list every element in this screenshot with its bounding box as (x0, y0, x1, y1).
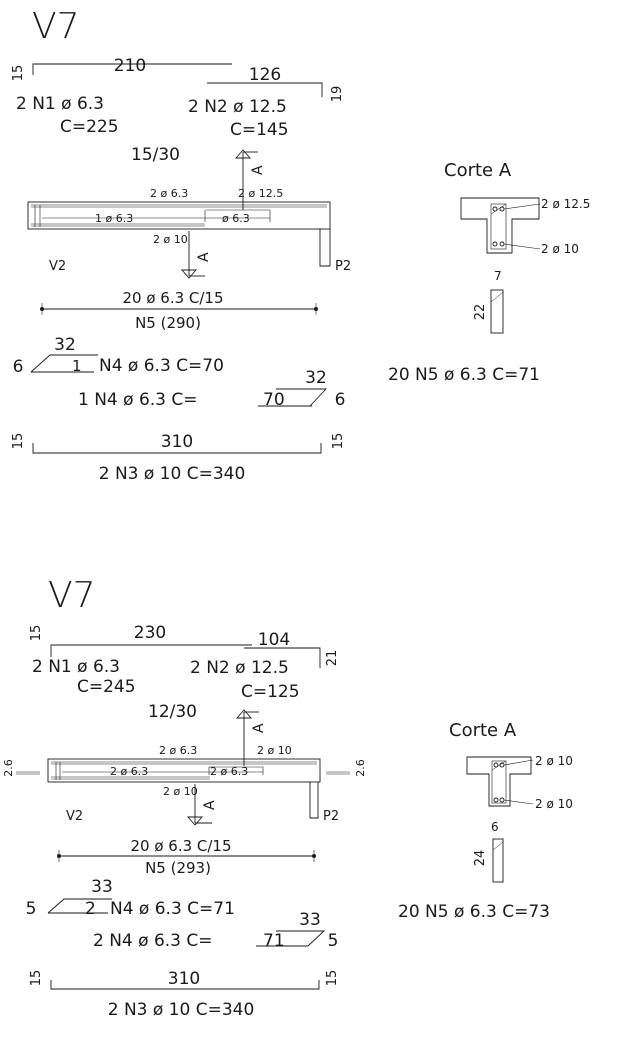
n2-hook-length: 21 (325, 649, 340, 667)
n3-hook-right: 15 (325, 969, 340, 987)
n4b-c-value: 70 (263, 390, 285, 410)
cross-section (398, 720, 573, 922)
n2-bar-line (207, 83, 322, 97)
n1-hook-length: 15 (29, 624, 44, 642)
n3-bar-diagram (29, 969, 340, 1020)
n4a-label: N4 ø 6.3 C=71 (110, 899, 235, 919)
n4b-length: 33 (299, 910, 321, 930)
stirrup-height: 24 (473, 849, 488, 867)
n4a-hook: 6 (12, 357, 24, 377)
support-left: V2 (66, 809, 84, 824)
n2-total-length: C=125 (241, 682, 300, 702)
n2-length: 126 (248, 65, 282, 85)
n3-label: 2 N3 ø 10 C=340 (98, 464, 246, 484)
n4b-label: 1 N4 ø 6.3 C= (78, 390, 198, 410)
n1-label: 2 N1 ø 6.3 (16, 94, 104, 114)
stirrup-spacing: 20 ø 6.3 C/15 (130, 837, 232, 855)
n4a-count: 1 (72, 357, 82, 375)
n4b-length: 32 (305, 368, 327, 388)
support-right: P2 (323, 809, 340, 824)
n4b-label: 2 N4 ø 6.3 C= (93, 931, 213, 951)
cut-marker-top (236, 150, 266, 210)
side-cover-right: 2.6 (354, 759, 367, 777)
cut-marker-top (237, 710, 267, 766)
n3-hook-left: 15 (29, 969, 44, 987)
beam-title: V7 (48, 575, 96, 616)
section-size: 12/30 (148, 702, 197, 722)
beam-title: V7 (32, 6, 80, 47)
n1-label: 2 N1 ø 6.3 (32, 657, 120, 677)
n2-label: 2 N2 ø 12.5 (190, 658, 289, 678)
cut-label: A (251, 723, 267, 733)
section-size: 15/30 (131, 145, 180, 165)
section-title: Corte A (449, 720, 517, 741)
top-bars-left: 2 ø 6.3 (159, 744, 198, 757)
cut-label-bottom: A (196, 252, 212, 262)
n1-total-length: C=225 (60, 117, 119, 137)
stirrup-distribution (40, 289, 318, 332)
n4a-count: 2 (85, 899, 96, 919)
stirrup-label: 20 N5 ø 6.3 C=71 (388, 365, 540, 385)
section-bottom-bars: 2 ø 10 (541, 242, 579, 256)
section-top-bars: 2 ø 10 (535, 754, 573, 768)
stirrup-label: 20 N5 ø 6.3 C=73 (398, 902, 550, 922)
cut-label-bottom: A (202, 800, 218, 810)
bottom-bars: 2 ø 10 (163, 785, 198, 798)
cross-section (388, 160, 590, 385)
top-bars-left: 2 ø 6.3 (150, 187, 189, 200)
n2-total-length: C=145 (230, 120, 289, 140)
n2-bar-diagram (190, 630, 340, 702)
top-bars-right: 2 ø 12.5 (238, 187, 284, 200)
n3-bar-diagram (11, 432, 346, 484)
n1-length: 210 (113, 56, 147, 76)
beam-detail-block-2 (2, 575, 573, 1020)
beam-elevation (28, 187, 351, 274)
stirrup-length: N5 (290) (135, 314, 201, 332)
section-top-bars: 2 ø 12.5 (541, 197, 591, 211)
n4a-hook: 5 (25, 899, 37, 919)
n4-bar-a (26, 877, 235, 919)
stirrup-spacing: 20 ø 6.3 C/15 (122, 289, 224, 307)
n2-bar-diagram (188, 65, 345, 140)
n2-length: 104 (257, 630, 291, 650)
n2-hook-length: 19 (330, 85, 345, 103)
mid-bars-right: ø 6.3 (222, 212, 250, 225)
n4a-length: 32 (54, 335, 76, 355)
side-cover-left: 2.6 (2, 759, 15, 777)
n3-label: 2 N3 ø 10 C=340 (107, 1000, 255, 1020)
stirrup-distribution (57, 837, 316, 877)
n1-hook-length: 15 (11, 64, 26, 82)
stirrup-width: 6 (491, 820, 499, 834)
n1-bar-line (51, 645, 252, 657)
n4-bar-a (13, 335, 224, 377)
n3-length: 310 (160, 432, 194, 452)
n3-hook-left: 15 (11, 432, 26, 450)
n4b-c-value: 71 (263, 931, 285, 951)
section-title: Corte A (444, 160, 512, 181)
n1-length: 230 (133, 623, 167, 643)
n4b-hook: 6 (334, 390, 346, 410)
n4b-hook: 5 (327, 931, 339, 951)
beam-detail-block-1 (11, 6, 590, 484)
n2-label: 2 N2 ø 12.5 (188, 97, 287, 117)
stirrup-width: 7 (494, 269, 502, 283)
support-right: P2 (335, 259, 352, 274)
mid-bars-left: 2 ø 6.3 (110, 765, 149, 778)
bottom-bars: 2 ø 10 (153, 233, 188, 246)
cut-label: A (250, 165, 266, 175)
stirrup-height: 22 (473, 303, 488, 321)
beam-elevation (2, 744, 367, 824)
mid-bars-left: 1 ø 6.3 (95, 212, 134, 225)
section-bottom-bars: 2 ø 10 (535, 797, 573, 811)
n3-hook-right: 15 (331, 432, 346, 450)
support-left: V2 (49, 259, 67, 274)
n4a-length: 33 (91, 877, 113, 897)
top-bars-right: 2 ø 10 (257, 744, 292, 757)
stirrup-length: N5 (293) (145, 859, 211, 877)
mid-bars-right: 2 ø 6.3 (210, 765, 249, 778)
n4a-label: N4 ø 6.3 C=70 (99, 356, 224, 376)
n1-total-length: C=245 (77, 677, 136, 697)
n3-length: 310 (167, 969, 201, 989)
